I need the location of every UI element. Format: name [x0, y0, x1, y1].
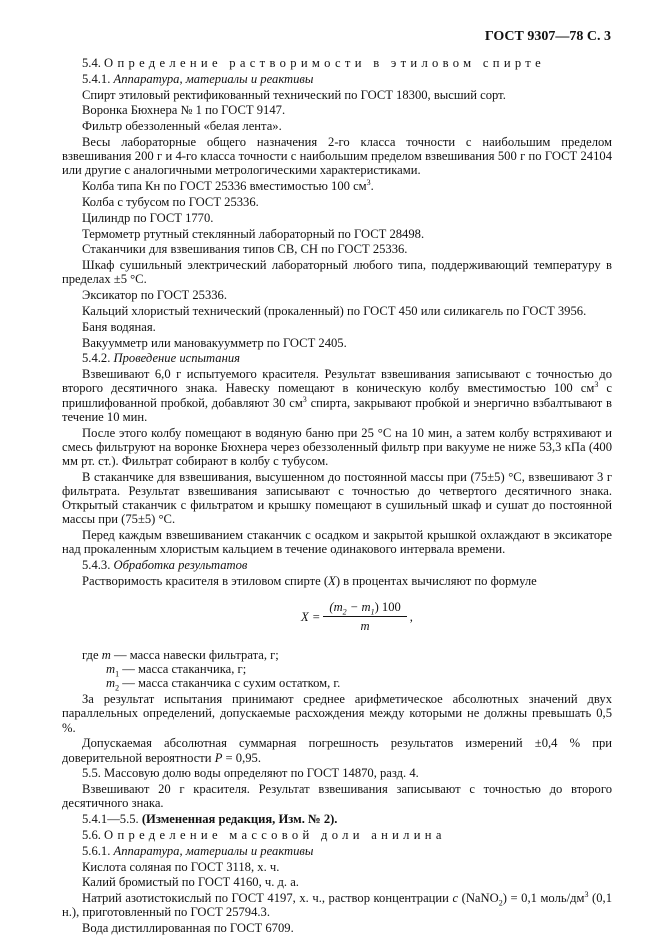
- list-item-text: Натрий азотистокислый по ГОСТ 4197, х. ч., раствор концентрации: [82, 891, 453, 906]
- section-title: Определение массовой доли анилина: [104, 827, 446, 842]
- paragraph-text: спирта, закрывают пробкой и энергично взбалтывают в течение 10 мин.: [62, 395, 612, 424]
- paragraph-text: ) в процентах вычисляют по формуле: [335, 573, 537, 588]
- amendment-range: 5.4.1—5.5.: [82, 812, 142, 827]
- formula-punctuation: ,: [409, 609, 413, 624]
- list-item: Воронка Бюхнера № 1 по ГОСТ 9147.: [82, 103, 286, 118]
- subscript: 1: [115, 669, 120, 679]
- where-line: [62, 661, 612, 679]
- paragraph: Перед каждым взвешиванием стаканчик с осадком и закрытой крышкой охлаждают в эксикаторе над прокаленным хлористым кальцием в течение одинакового интервала времени.: [62, 528, 612, 557]
- numerator-part: ) 100: [374, 600, 401, 615]
- subsection-number: 5.6.1.: [82, 843, 111, 858]
- numerator-part: − m: [346, 600, 371, 615]
- fraction: [323, 600, 406, 633]
- list-item: Кислота соляная по ГОСТ 3118, х. ч.: [82, 859, 280, 874]
- subsection-number: 5.4.2.: [82, 351, 111, 366]
- section-number: 5.6.: [82, 827, 101, 842]
- paragraph: [62, 736, 612, 764]
- where-text: — масса стаканчика с сухим остатком, г.: [119, 675, 341, 690]
- document-body: [62, 56, 612, 937]
- list-item-text: (0,1 н.), приготовленный по ГОСТ 25794.3.: [62, 891, 612, 920]
- numerator: [323, 600, 406, 617]
- paragraph-text: Растворимость красителя в этиловом спирте (: [82, 573, 329, 588]
- paragraph-text: Взвешивают 6,0 г испытуемого красителя. Результат взвешивания записывают с точностью до второго десятичного знака. Навеску помещают в коническую колбу вместимостью 100 см: [62, 367, 612, 396]
- paragraph-text: Допускаемая абсолютная суммарная погрешность результатов измерений ±0,4 % при доверительной вероятности: [62, 736, 612, 765]
- where-line: [62, 675, 612, 693]
- paragraph: В стаканчике для взвешивания, высушенном до постоянной массы при (75±5) °С, взвешивают 3 г фильтрата. Результат взвешивания записывают с точностью до четвертого десятичного знака. Открытый стаканчик с фильтратом и крышку помещают в сушильный шкаф и сушат до постоянной массы при (75±5) °С.: [62, 469, 612, 527]
- paragraph: Взвешивают 20 г красителя. Результат взвешивания записывают с точностью до второго десятичного знака.: [62, 782, 612, 811]
- formula-lhs: X =: [301, 609, 321, 624]
- where-prefix: где: [82, 647, 102, 662]
- variable: P: [214, 750, 223, 765]
- subsection-number: 5.4.3.: [82, 558, 111, 573]
- list-item: Спирт этиловый ректификованный технический по ГОСТ 18300, высший сорт.: [82, 87, 506, 102]
- paragraph: После этого колбу помещают в водяную баню при 25 °С на 10 мин, а затем колбу встряхивают и смесь фильтруют на воронке Бюхнера через обеззоленный фильтр при вакууме не ниже 53,3 кПа (400 мм рт. ст.). Фильтрат собирают в колбу с тубусом.: [62, 425, 612, 468]
- paragraph: 5.5. Массовую долю воды определяют по ГОСТ 14870, разд. 4.: [82, 766, 419, 781]
- list-item: [62, 891, 612, 919]
- amendment-note: [62, 812, 612, 826]
- list-item: Фильтр обеззоленный «белая лента».: [82, 119, 282, 134]
- list-item: Колба с тубусом по ГОСТ 25336.: [82, 194, 259, 209]
- variable: X: [328, 573, 336, 588]
- amendment-text: (Измененная редакция, Изм. № 2).: [141, 812, 338, 827]
- paragraph-text: = 0,95.: [222, 750, 261, 765]
- where-text: — масса навески фильтрата, г;: [110, 647, 279, 662]
- superscript: 3: [594, 380, 599, 390]
- list-item: Стаканчики для взвешивания типов СВ, СН по ГОСТ 25336.: [82, 242, 408, 257]
- subscript: 1: [370, 607, 375, 617]
- list-item: Калий бромистый по ГОСТ 4160, ч. д. а.: [82, 875, 299, 890]
- superscript: 3: [584, 889, 589, 899]
- where-line: [62, 648, 612, 662]
- subscript: 2: [115, 683, 120, 693]
- list-item: Термометр ртутный стеклянный лабораторный по ГОСТ 28498.: [82, 226, 425, 241]
- subsection-number: 5.4.1.: [82, 71, 111, 86]
- paragraph: [62, 574, 612, 588]
- subsection-title: Аппаратура, материалы и реактивы: [113, 71, 314, 86]
- section-heading-5-6: [62, 828, 612, 842]
- list-item: Весы лабораторные общего назначения 2-го класса точности с наибольшим пределом взвешивания 200 г и 4-го класса точности с наибольшим пределом взвешивания 500 г по ГОСТ 24104 или другие с аналогичными метрологическими характеристиками.: [62, 134, 612, 178]
- variable: m: [106, 675, 116, 690]
- list-item: Цилиндр по ГОСТ 1770.: [82, 210, 214, 225]
- variable: m: [101, 647, 111, 662]
- page-header: ГОСТ 9307—78 С. 3: [484, 29, 611, 44]
- subsection-title: Проведение испытания: [113, 351, 240, 366]
- list-item: Колба типа Кн по ГОСТ 25336 вместимостью 100 $см^3$.: [82, 178, 374, 194]
- subscript: 2: [342, 607, 347, 617]
- section-heading-5-4: [62, 56, 612, 70]
- subsection-title: Аппаратура, материалы и реактивы: [113, 843, 314, 858]
- subscript: 2: [498, 898, 503, 908]
- list-item: Кальций хлористый технический (прокаленный) по ГОСТ 450 или силикагель по ГОСТ 3956.: [82, 303, 587, 318]
- subsection-heading-5-4-3: [62, 558, 612, 572]
- list-item-text: Колба типа Кн по ГОСТ 25336 вместимостью 100 см: [82, 179, 367, 194]
- subsection-heading-5-4-1: [62, 72, 612, 86]
- denominator: m: [360, 619, 370, 634]
- paragraph: За результат испытания принимают среднее арифметическое абсолютных значений двух параллельных определений, допускаемые расхождения между которыми не должны превышать 0,5 %.: [62, 692, 612, 735]
- list-item-text: ) = 0,1 моль/дм: [502, 891, 585, 906]
- section-number: 5.4.: [82, 56, 101, 70]
- list-item-text: (NaNO: [458, 891, 499, 906]
- list-item: Шкаф сушильный электрический лабораторный любого типа, поддерживающий температуру в пределах ±5 °С.: [62, 258, 612, 287]
- where-text: — масса стаканчика, г;: [119, 661, 247, 676]
- paragraph-text: с пришлифованной пробкой, добавляют 30 см: [62, 381, 612, 410]
- variable: c: [452, 891, 459, 906]
- list-item: Вакуумметр или мановакуумметр по ГОСТ 2405.: [82, 335, 347, 350]
- superscript: 3: [302, 394, 307, 404]
- section-title: Определение растворимости в этиловом спирте: [104, 56, 545, 70]
- subsection-heading-5-6-1: [62, 844, 612, 858]
- numerator-part: (m: [329, 600, 343, 615]
- paragraph: [62, 367, 612, 424]
- subsection-title: Обработка результатов: [113, 558, 248, 573]
- variable: m: [106, 661, 116, 676]
- list-item: Эксикатор по ГОСТ 25336.: [82, 288, 227, 303]
- formula: [62, 600, 612, 633]
- superscript: 3: [366, 178, 371, 187]
- list-item: Баня водяная.: [82, 319, 156, 334]
- subsection-heading-5-4-2: [62, 351, 612, 365]
- list-item: Вода дистиллированная по ГОСТ 6709.: [82, 921, 294, 936]
